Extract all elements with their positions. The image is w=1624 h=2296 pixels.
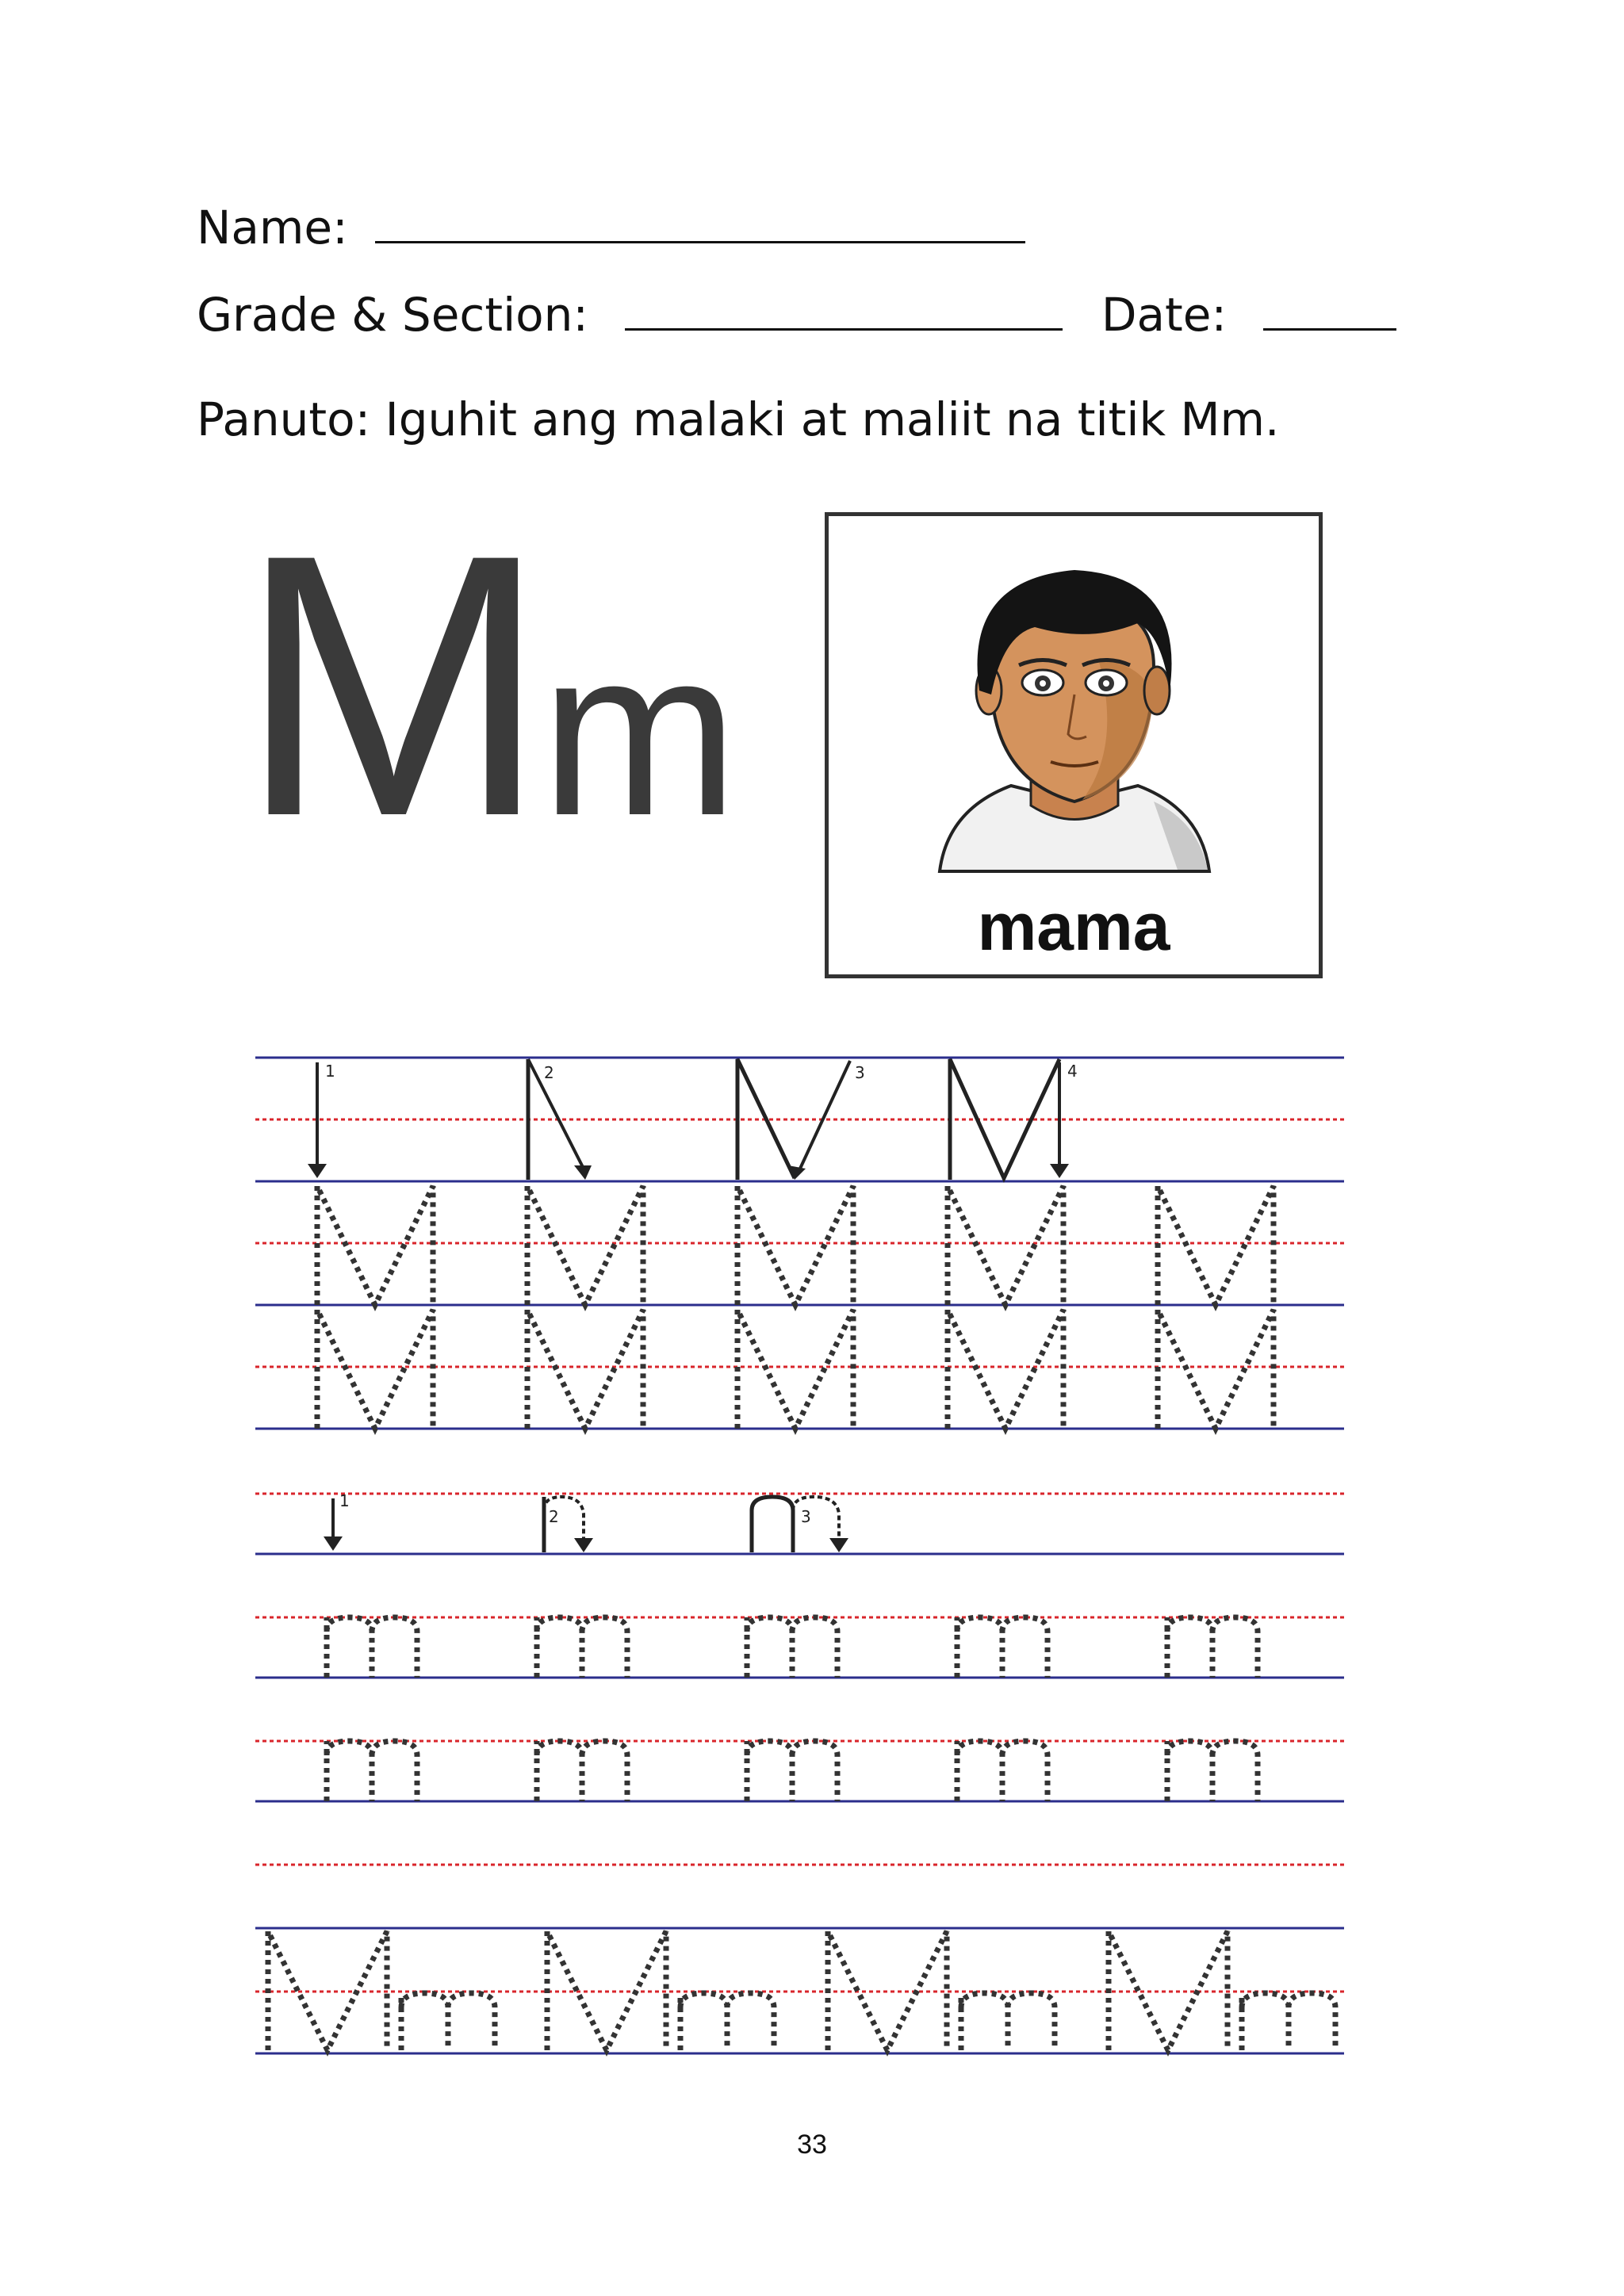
traced-lowercase-m [957,1617,1048,1678]
traced-lowercase-m [401,1993,495,2050]
traced-lowercase-m [1242,1993,1335,2050]
grade-label: Grade & Section: [197,288,588,342]
stroke-number: 3 [801,1507,811,1526]
traced-lowercase-m [1167,1617,1258,1678]
traced-lowercase-m [327,1617,417,1678]
traced-lowercase-m [537,1741,627,1801]
name-label: Name: [197,201,348,254]
stroke-arrow-head [324,1536,343,1551]
stroke-number: 4 [1067,1062,1078,1081]
traced-lowercase-m [747,1741,837,1801]
traced-lowercase-m [961,1993,1055,2050]
traced-lowercase-m [957,1741,1048,1801]
stroke-number: 1 [339,1491,350,1510]
stroke-arrow-line [799,1061,850,1170]
date-label: Date: [1101,288,1228,342]
traced-uppercase-m [317,1186,433,1305]
stroke-arrow-head [829,1538,848,1552]
traced-uppercase-m [948,1310,1063,1429]
picture-word: mama [977,890,1170,964]
traced-lowercase-m [1167,1741,1258,1801]
stroke-number: 2 [549,1507,559,1526]
stroke-number: 1 [325,1062,335,1081]
lowercase-tracing-rows [324,1491,1258,1801]
stroke-arrow-head [1050,1164,1069,1178]
traced-lowercase-m [327,1741,417,1801]
traced-uppercase-m [737,1186,853,1305]
traced-lowercase-m [537,1617,627,1678]
stroke-number: 2 [544,1063,554,1082]
traced-uppercase-m [737,1310,853,1429]
traced-uppercase-m [527,1310,643,1429]
traced-uppercase-m [1158,1310,1274,1429]
guide-lines [255,1058,1344,2053]
big-lowercase-letter: m [540,599,739,865]
traced-uppercase-m [527,1186,643,1305]
traced-lowercase-m [680,1993,774,2050]
traced-uppercase-m [317,1310,433,1429]
traced-uppercase-m [1158,1186,1274,1305]
page-number: 33 [797,2130,827,2160]
stroke-number: 3 [855,1063,865,1082]
stroke-arrow-head [574,1538,593,1552]
stroke-arrow-line [793,1497,839,1538]
instruction: Panuto: Iguhit ang malaki at maliit na titik Mm. [197,392,1280,446]
stroke-arrow-head [308,1164,327,1178]
traced-lowercase-m [747,1617,837,1678]
stroke-arrow-head [574,1165,592,1180]
big-uppercase-letter: M [238,477,541,894]
solid-stroke [752,1497,793,1552]
traced-uppercase-m [948,1186,1063,1305]
stroke-arrow-line [528,1059,585,1172]
